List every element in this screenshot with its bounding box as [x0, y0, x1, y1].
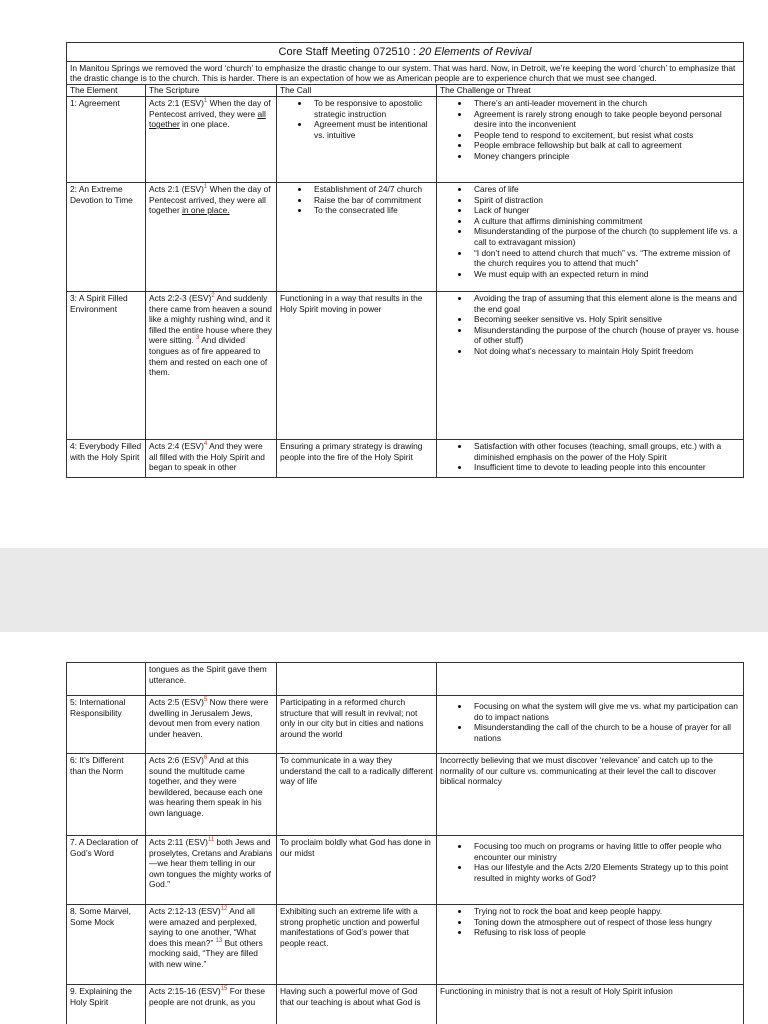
list-item: • Misunderstanding the call of the church to be a house of prayer for all nations: [470, 722, 740, 743]
verse-number: 5: [203, 697, 208, 704]
table-row: [67, 754, 744, 836]
scripture-ref: Acts 2:4 (ESV): [149, 441, 204, 451]
challenge-cell: [437, 183, 744, 292]
call-cell: Functioning in a way that results in the Holy Spirit moving in power: [277, 292, 437, 440]
call-cell: Having such a powerful move of God that our teaching is about what God is: [277, 985, 437, 1024]
list-item: • Focusing too much on programs or having little to offer people who encounter our ministry: [470, 841, 740, 862]
list-item: • Avoiding the trap of assuming that this element alone is the means and the end goal: [470, 293, 740, 314]
call-cell: [277, 663, 437, 696]
column-header-row: [67, 85, 744, 97]
scripture-text: And suddenly there came from heaven a sound like a mighty rushing wind, and it filled the entire house where they were sitting.: [149, 293, 272, 346]
title-text: Core Staff Meeting 072510 :: [278, 46, 419, 58]
table-row: [67, 836, 744, 905]
list-item: • Insufficient time to devote to leading people into this encounter: [470, 462, 740, 473]
table-row: [67, 696, 744, 754]
call-cell: Ensuring a primary strategy is drawing people into the fire of the Holy Spirit: [277, 440, 437, 478]
header-element: The Element: [67, 85, 146, 97]
scripture-ref: Acts 2:5 (ESV): [149, 697, 204, 707]
table-row: [67, 183, 744, 292]
list-item: • There’s an anti-leader movement in the church: [470, 98, 740, 109]
element-cell: [67, 663, 146, 696]
list-item: • Satisfaction with other focuses (teaching, small groups, etc.) with a diminished emphasis on the power of the Holy Spirit: [470, 441, 740, 462]
element-cell: 7. A Declaration of God’s Word: [67, 836, 146, 905]
revival-elements-table: [66, 42, 744, 478]
list-item: • Becoming seeker sensitive vs. Holy Spirit sensitive: [470, 314, 740, 325]
intro-paragraph: In Manitou Springs we removed the word ‘church’ to emphasize the drastic change to our system. That was hard. Now, in Detroit, we’re keeping the word ‘church’ to emphasize that the drastic change is to the church. This is harder. There is an expectation of how we as American people are to experience church that we must see changed.: [67, 62, 744, 85]
scripture-ref: Acts 2:1 (ESV): [149, 184, 204, 194]
verse-number: 12: [220, 906, 228, 913]
scripture-text: When the day of Pentecost arrived, they were all together: [149, 184, 271, 216]
list-item: • Refusing to risk loss of people: [470, 927, 740, 938]
challenge-cell: [437, 663, 744, 696]
challenge-cell: Functioning in ministry that is not a result of Holy Spirit infusion: [437, 985, 744, 1024]
element-cell: 6: It’s Different than the Norm: [67, 754, 146, 836]
verse-number: 1: [203, 184, 208, 191]
element-cell: 9. Explaining the Holy Spirit: [67, 985, 146, 1024]
scripture-cell: [146, 836, 277, 905]
scripture-text: For these people are not drunk, as you: [149, 986, 266, 1007]
list-item: • To the consecrated life: [310, 205, 433, 216]
scripture-underlined: all together: [149, 108, 266, 130]
list-item: • Agreement is rarely strong enough to take people beyond personal desire into the inconvenient: [470, 109, 740, 130]
verse-number: 6: [203, 755, 208, 762]
list-item: • A culture that affirms diminishing commitment: [470, 216, 740, 227]
list-item: • Not doing what’s necessary to maintain Holy Spirit freedom: [470, 346, 740, 357]
challenge-cell: [437, 97, 744, 183]
scripture-text: When the day of Pentecost arrived, they were: [149, 98, 271, 119]
list-item: • Agreement must be intentional vs. intuitive: [310, 119, 433, 140]
scripture-cell: tongues as the Spirit gave them utterance.: [146, 663, 277, 696]
challenge-cell: Incorrectly believing that we must discover ‘relevance’ and catch up to the normality of our culture vs. communicating at their level the call to discover biblical normalcy: [437, 754, 744, 836]
call-cell: Participating in a reformed church structure that will result in revival; not only in our city but in cities and nations around the world: [277, 696, 437, 754]
document-title: [67, 43, 744, 62]
header-challenge: The Challenge or Threat: [437, 85, 744, 97]
call-cell: [277, 97, 437, 183]
element-cell: 3: A Spirit Filled Environment: [67, 292, 146, 440]
element-cell: 5: International Responsibility: [67, 696, 146, 754]
table-row: [67, 905, 744, 985]
element-cell: 2: An Extreme Devotion to Time: [67, 183, 146, 292]
call-cell: Exhibiting such an extreme life with a strong prophetic unction and powerful manifestations of God’s power that people react.: [277, 905, 437, 985]
verse-number: 11: [207, 837, 215, 844]
table-row: [67, 292, 744, 440]
scripture-cell: [146, 183, 277, 292]
verse-number: 15: [220, 986, 228, 993]
revival-elements-table-continued: [66, 662, 744, 1024]
list-item: • Misunderstanding of the purpose of the church (to supplement life vs. a call to extravagant mission): [470, 226, 740, 247]
scripture-text: And all were amazed and perplexed, saying to one another, “What does this mean?”: [149, 906, 258, 948]
call-cell: To proclaim boldly what God has done in our midst: [277, 836, 437, 905]
list-item: • Cares of life: [470, 184, 740, 195]
list-item: • Trying not to rock the boat and keep people happy.: [470, 906, 740, 917]
scripture-cell: [146, 905, 277, 985]
call-cell: [277, 183, 437, 292]
table-row: [67, 985, 744, 1024]
list-item: • “I don’t need to attend church that much” vs. “The extreme mission of the church requires you to attend that much”: [470, 248, 740, 269]
scripture-cell: [146, 985, 277, 1024]
list-item: • Spirit of distraction: [470, 195, 740, 206]
challenge-cell: [437, 836, 744, 905]
document-page-2: [0, 632, 768, 1024]
scripture-text: both Jews and proselytes, Cretans and Arabians—we hear them telling in our own tongues the mighty works of God.”: [149, 837, 273, 890]
list-item: • To be responsive to apostolic strategic instruction: [310, 98, 433, 119]
table-row: [67, 440, 744, 478]
scripture-text: But others mocking said, “They are filled with new wine.”: [149, 937, 263, 969]
call-cell: To communicate in a way they understand the call to a radically different way of life: [277, 754, 437, 836]
list-item: • Lack of hunger: [470, 205, 740, 216]
scripture-ref: Acts 2:2-3 (ESV): [149, 293, 212, 303]
scripture-ref: Acts 2:12-13 (ESV): [149, 906, 221, 916]
verse-number: 1: [203, 98, 208, 105]
verse-number: 2: [211, 293, 215, 300]
title-italic-text: 20 Elements of Revival: [418, 46, 532, 58]
list-item: • Focusing on what the system will give me vs. what my participation can do to impact nations: [470, 701, 740, 722]
scripture-underlined: in one place.: [182, 205, 230, 216]
element-cell: 4: Everybody Filled with the Holy Spirit: [67, 440, 146, 478]
scripture-cell: [146, 97, 277, 183]
scripture-cell: [146, 440, 277, 478]
verse-number: 3: [196, 335, 200, 342]
scripture-text: And divided tongues as of fire appeared to them and rested on each one of them.: [149, 335, 268, 378]
scripture-cell: [146, 696, 277, 754]
list-item: • People tend to respond to excitement, but resist what costs: [470, 130, 740, 141]
scripture-cell: [146, 292, 277, 440]
scripture-text: And they were all filled with the Holy Spirit and began to speak in other: [149, 441, 265, 473]
header-scripture: The Scripture: [146, 85, 277, 97]
scripture-text: Now there were dwelling in Jerusalem Jews, devout men from every nation under heaven.: [149, 697, 269, 739]
table-row: [67, 97, 744, 183]
list-item: • We must equip with an expected return in mind: [470, 269, 740, 280]
list-item: • People embrace fellowship but balk at call to agreement: [470, 140, 740, 151]
scripture-ref: Acts 2:15-16 (ESV): [149, 986, 221, 996]
table-row: [67, 663, 744, 696]
list-item: • Toning down the atmosphere out of respect of those less hungry: [470, 917, 740, 928]
scripture-cell: [146, 754, 277, 836]
scripture-ref: Acts 2:11 (ESV): [149, 837, 208, 847]
challenge-cell: [437, 292, 744, 440]
scripture-ref: Acts 2:1 (ESV): [149, 98, 204, 108]
challenge-cell: [437, 696, 744, 754]
scripture-text: And at this sound the multitude came together, and they were bewildered, because each one was hearing them speak in his own language.: [149, 755, 263, 818]
element-cell: 8. Some Marvel, Some Mock: [67, 905, 146, 985]
header-call: The Call: [277, 85, 437, 97]
verse-number: 4: [203, 441, 208, 448]
scripture-text: in one place.: [179, 119, 230, 130]
verse-number: 13: [215, 937, 223, 944]
element-cell: 1: Agreement: [67, 97, 146, 183]
challenge-cell: [437, 905, 744, 985]
list-item: • Has our lifestyle and the Acts 2/20 Elements Strategy up to this point resulted in mighty works of God?: [470, 862, 740, 883]
list-item: • Establishment of 24/7 church: [310, 184, 433, 195]
list-item: • Misunderstanding the purpose of the church (house of prayer vs. house of other stuff): [470, 325, 740, 346]
list-item: • Raise the bar of commitment: [310, 195, 433, 206]
challenge-cell: [437, 440, 744, 478]
scripture-ref: Acts 2:6 (ESV): [149, 755, 204, 765]
list-item: • Money changers principle: [470, 151, 740, 162]
